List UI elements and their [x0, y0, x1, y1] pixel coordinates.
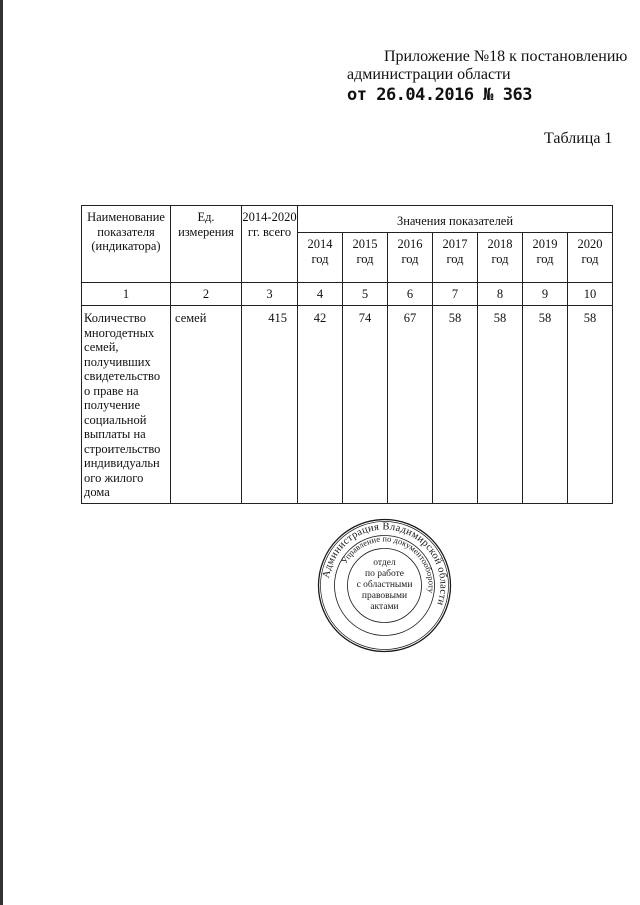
header-year: 2016 год [388, 233, 433, 283]
header-unit: Ед. измерения [171, 206, 242, 283]
header-year: 2018 год [478, 233, 523, 283]
header-year: 2014 год [298, 233, 343, 283]
column-numbers-row [82, 283, 613, 306]
indicator-total: 415 [242, 306, 298, 504]
indicator-value: 58 [568, 306, 613, 504]
column-number: 7 [433, 283, 478, 306]
indicator-value: 58 [478, 306, 523, 504]
header-values-group: Значения показателей [298, 206, 613, 233]
indicator-name: Количество многодетных семей, получивших свидетельство о праве на получение социальной выплаты на строительство индивидуальн ого жилого дома [82, 306, 171, 504]
indicator-value: 67 [388, 306, 433, 504]
stamp-inner-ring-text: Управление по документообороту [339, 533, 437, 594]
table-header-row [82, 206, 613, 233]
page-edge-line [0, 0, 3, 905]
appendix-date-number: от 26.04.2016 № 363 [347, 85, 532, 105]
stamp-ring-text: Администрация Владимирской области [320, 521, 449, 607]
indicator-value: 42 [298, 306, 343, 504]
table-label: Таблица 1 [544, 130, 613, 147]
stamp-center-line: отдел [373, 558, 396, 568]
column-number: 8 [478, 283, 523, 306]
table-row [82, 306, 613, 504]
stamp-center-line: по работе [364, 569, 405, 579]
header-total: 2014-2020 гг. всего [242, 206, 298, 283]
header-year: 2017 год [433, 233, 478, 283]
column-number: 2 [171, 283, 242, 306]
header-year: 2019 год [523, 233, 568, 283]
column-number: 1 [82, 283, 171, 306]
column-number: 6 [388, 283, 433, 306]
header-year: 2020 год [568, 233, 613, 283]
official-stamp [317, 518, 452, 653]
indicator-unit: семей [171, 306, 242, 504]
column-number: 10 [568, 283, 613, 306]
indicator-value: 58 [523, 306, 568, 504]
indicator-value: 58 [433, 306, 478, 504]
header-year: 2015 год [343, 233, 388, 283]
header-name: Наименование показателя (индикатора) [82, 206, 171, 283]
column-number: 4 [298, 283, 343, 306]
appendix-title: Приложение №18 к постановлению [384, 48, 628, 65]
appendix-authority: администрации области [347, 66, 511, 83]
stamp-center-line: актами [370, 602, 399, 612]
column-number: 3 [242, 283, 298, 306]
indicator-value: 74 [343, 306, 388, 504]
stamp-center-line: правовыми [361, 591, 408, 601]
stamp-center-line: с областными [356, 580, 413, 590]
indicators-table [81, 205, 613, 504]
column-number: 5 [343, 283, 388, 306]
column-number: 9 [523, 283, 568, 306]
